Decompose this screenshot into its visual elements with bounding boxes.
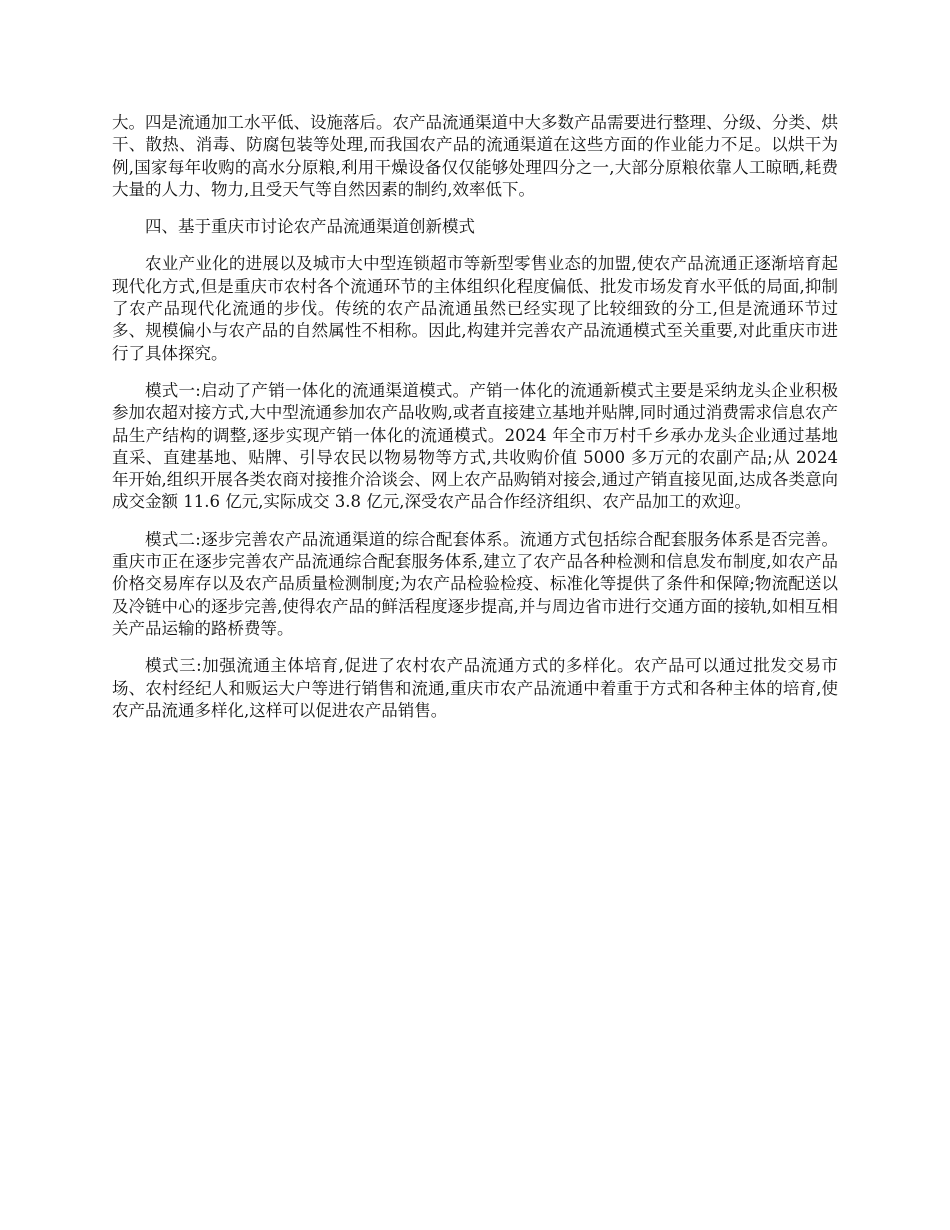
paragraph-mode-one: 模式一:启动了产销一体化的流通渠道模式。产销一体化的流通新模式主要是采纳龙头企业积极参加农超对接方式,大中型流通参加农产品收购,或者直接建立基地并贴牌,同时通过消费需求信息农产品生产结构的调整,逐步实现产销一体化的流通模式。2024 年全市万村千乡承办龙头企业通过基地直采、直建基地、贴牌、引导农民以物易物等方式,共收购价值 5000 多万元的农副产品;从 2024 年开始,组织开展各类农商对接推介洽谈会、网上农产品购销对接会,通过产销直接见面,达成各类意向成交金额 11.6 亿元,实际成交 3.8 亿元,深受农产品合作经济组织、农产品加工的欢迎。: [112, 380, 838, 512]
paragraph-continuation: 大。四是流通加工水平低、设施落后。农产品流通渠道中大多数产品需要进行整理、分级、分类、烘干、散热、消毒、防腐包装等处理,而我国农产品的流通渠道在这些方面的作业能力不足。以烘干为例,国家每年收购的高水分原粮,利用干燥设备仅仅能够处理四分之一,大部分原粮依靠人工晾晒,耗费大量的人力、物力,且受天气等自然因素的制约,效率低下。: [112, 113, 838, 199]
paragraph-mode-three: 模式三:加强流通主体培育,促进了农村农产品流通方式的多样化。农产品可以通过批发交易市场、农村经纪人和贩运大户等进行销售和流通,重庆市农产品流通中着重于方式和各种主体的培育,使农产品流通多样化,这样可以促进农产品销售。: [112, 656, 838, 720]
paragraph-intro: 农业产业化的进展以及城市大中型连锁超市等新型零售业态的加盟,使农产品流通正逐渐培育起现代化方式,但是重庆市农村各个流通环节的主体组织化程度偏低、批发市场发育水平低的局面,抑制了农产品现代化流通的步伐。传统的农产品流通虽然已经实现了比较细致的分工,但是流通环节过多、规模偏小与农产品的自然属性不相称。因此,构建并完善农产品流通模式至关重要,对此重庆市进行了具体探究。: [112, 254, 838, 363]
section-heading: 四、基于重庆市讨论农产品流通渠道创新模式: [145, 217, 475, 237]
document-page: [112, 112, 838, 737]
paragraph-mode-two: 模式二:逐步完善农产品流通渠道的综合配套体系。流通方式包括综合配套服务体系是否完善。重庆市正在逐步完善农产品流通综合配套服务体系,建立了农产品各种检测和信息发布制度,如农产品价格交易库存以及农产品质量检测制度;为农产品检验检疫、标准化等提供了条件和保障;物流配送以及冷链中心的逐步完善,使得农产品的鲜活程度逐步提高,并与周边省市进行交通方面的接轨,如相互相关产品运输的路桥费等。: [112, 529, 838, 638]
